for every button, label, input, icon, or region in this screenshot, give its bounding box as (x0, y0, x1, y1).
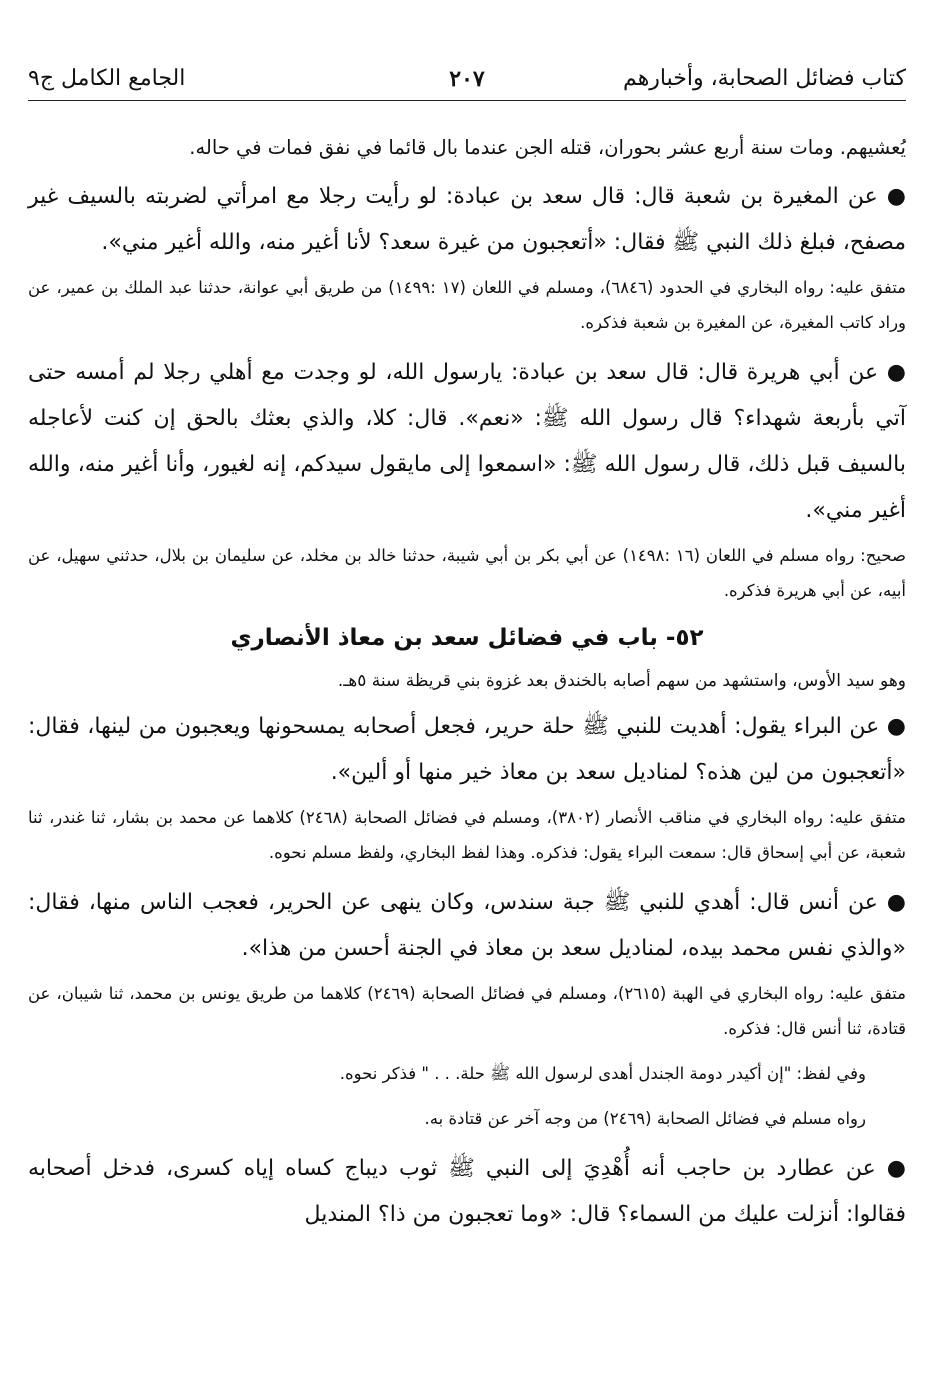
hadith-utarid: ● عن عطارد بن حاجب أنه أُهْدِيَ إلى النبي ﷺ ثوب ديباج كساه إياه كسرى، فدخل أصحابه فقالوا: أنزلت عليك من السماء؟ قال: «وما تعجبون من ذا؟ المنديل (28, 1156, 906, 1227)
takhrij-mughira: متفق عليه: رواه البخاري في الحدود (٦٨٤٦)، ومسلم في اللعان (١٧ :١٤٩٩) من طريق أبي عوانة، حدثنا عبد الملك بن عمير، عن وراد كاتب المغيرة، عن المغيرة بن شعبة فذكره. (28, 278, 907, 332)
continuation-text: يُعشيهم. ومات سنة أربع عشر بحوران، قتله الجن عندما بال قائما في نفق فمات في حاله. (189, 136, 906, 159)
chapter-intro: وهو سيد الأوس، واستشهد من سهم أصابه بالخندق بعد غزوة بني قريظة سنة ٥هـ. (337, 671, 906, 691)
takhrij-bara: متفق عليه: رواه البخاري في مناقب الأنصار (٣٨٠٢)، ومسلم في فضائل الصحابة (٢٤٦٨) كلاهما عن محمد بن بشار، ثنا غندر، ثنا شعبة، عن أبي إسحاق قال: سمعت البراء يقول: فذكره. وهذا لفظ البخاري، ولفظ مسلم نحوه. (28, 808, 906, 862)
hadith-anas: ● عن أنس قال: أهدي للنبي ﷺ جبة سندس، وكان ينهى عن الحرير، فعجب الناس منها، فقال: «والذي نفس محمد بيده، لمناديل سعد بن معاذ في الجنة أحسن من هذا». (28, 890, 906, 961)
page-body (28, 130, 906, 1238)
alternate-wording: وفي لفظ: "إن أكيدر دومة الجندل أهدى لرسول الله ﷺ حلة. . . " فذكر نحوه. (339, 1064, 866, 1083)
book-title: كتاب فضائل الصحابة، وأخبارهم (623, 66, 906, 91)
hadith-bara: ● عن البراء يقول: أهديت للنبي ﷺ حلة حرير، فجعل أصحابه يمسحونها ويعجبون من لينها، فقال: «أتعجبون من لين هذه؟ لمناديل سعد بن معاذ خير منها أو ألين». (28, 714, 906, 785)
header-divider (28, 100, 906, 101)
chapter-heading: ٥٢- باب في فضائل سعد بن معاذ الأنصاري (230, 625, 704, 651)
hadith-mughira: ● عن المغيرة بن شعبة قال: قال سعد بن عبادة: لو رأيت رجلا مع امرأتي لضربته بالسيف غير مصفح، فبلغ ذلك النبي ﷺ فقال: «أتعجبون من غيرة سعد؟ لأنا أغير منه، والله أغير مني». (28, 184, 906, 255)
takhrij-abu-hurayra: صحيح: رواه مسلم في اللعان (١٦ :١٤٩٨) عن أبي بكر بن أبي شيبة، حدثنا خالد بن مخلد، عن سليمان بن بلال، حدثني سهيل، عن أبيه، عن أبي هريرة فذكره. (28, 546, 907, 600)
page-header (28, 58, 906, 100)
alternate-narration: رواه مسلم في فضائل الصحابة (٢٤٦٩) من وجه آخر عن قتادة به. (424, 1109, 866, 1128)
takhrij-anas: متفق عليه: رواه البخاري في الهبة (٢٦١٥)، ومسلم في فضائل الصحابة (٢٤٦٩) كلاهما من طريق يونس بن محمد، ثنا شيبان، عن قتادة، ثنا أنس قال: فذكره. (28, 984, 906, 1038)
hadith-abu-hurayra: ● عن أبي هريرة قال: قال سعد بن عبادة: يارسول الله، لو وجدت مع أهلي رجلا لم أمسه حتى آتي بأربعة شهداء؟ قال رسول الله ﷺ: «نعم». قال: كلا، والذي بعثك بالحق إن كنت لأعاجله بالسيف قبل ذلك، قال رسول الله ﷺ: «اسمعوا إلى مايقول سيدكم، إنه لغيور، وأنا أغير منه، والله أغير مني». (28, 360, 906, 523)
page-number: ٢٠٧ (449, 66, 485, 92)
volume-title: الجامع الكامل ج٩ (28, 66, 186, 91)
